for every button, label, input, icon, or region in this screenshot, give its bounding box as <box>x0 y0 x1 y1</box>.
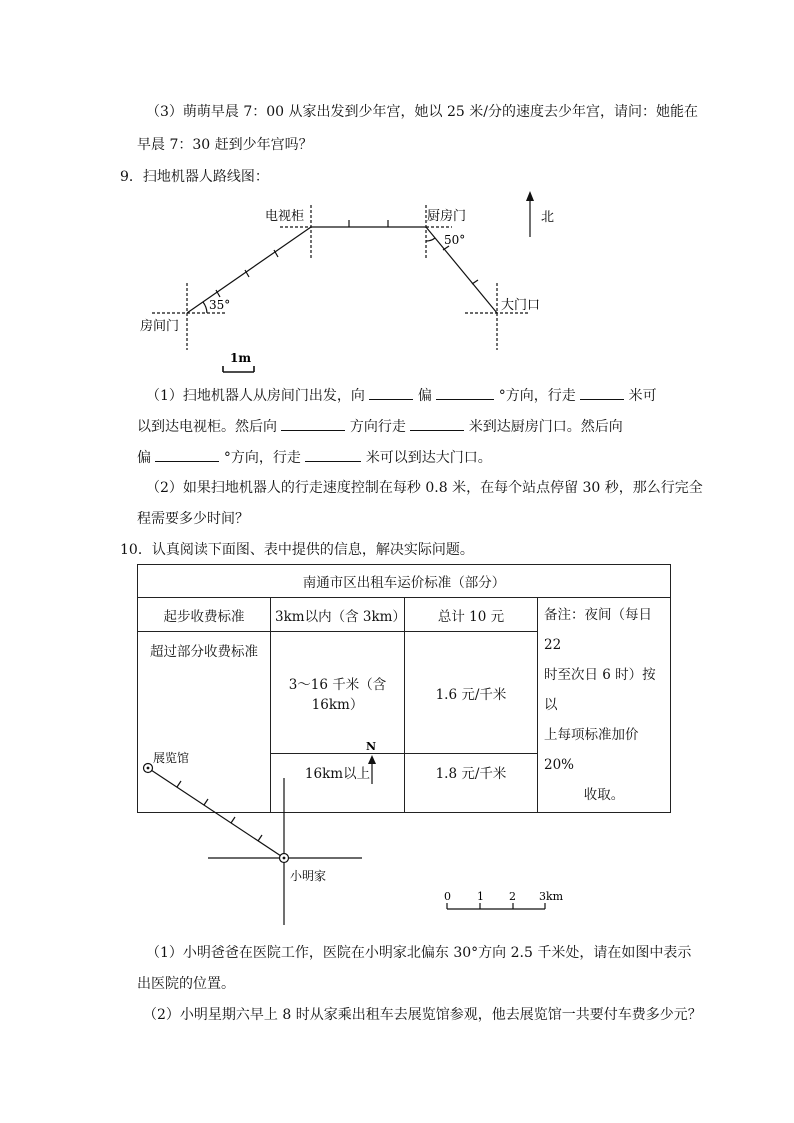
row3-price: 1.8 元/千米 <box>405 754 538 813</box>
row2-label: 超过部分收费标准 <box>138 632 271 813</box>
q10-1-line2: 出医院的位置。 <box>137 976 235 992</box>
q9-1-text-j: 米可以到达大门口。 <box>365 450 492 466</box>
q9-1-text-f: 方向行走 <box>349 419 406 435</box>
label-room-door: 房间门 <box>140 319 180 334</box>
answer-blank-7[interactable] <box>305 447 361 462</box>
scale-tick-0: 0 <box>444 890 451 903</box>
q9-2-line1: （2）如果扫地机器人的行走速度控制在每秒 0.8 米，在每个站点停留 30 秒，那么行完全 <box>146 480 703 496</box>
answer-blank-4[interactable] <box>281 416 345 431</box>
row1-price: 总计 10 元 <box>405 598 538 632</box>
q9-1-line2 <box>137 416 623 437</box>
note-line-2: 时至次日 6 时）按以 <box>544 667 656 713</box>
q9-1-text-c: °方向，行走 <box>498 388 576 404</box>
answer-blank-3[interactable] <box>580 385 624 400</box>
q9-title: 9．扫地机器人路线图： <box>120 169 269 185</box>
table-caption: 南通市区出租车运价标准（部分） <box>138 565 671 598</box>
scale-tick-2: 2 <box>509 890 516 903</box>
map-north-label: N <box>366 740 377 753</box>
label-main-door: 大门口 <box>501 298 541 313</box>
scale-tick-3: 3km <box>539 890 564 903</box>
q8-3-line1: （3）萌萌早晨 7：00 从家出发到少年宫，她以 25 米/分的速度去少年宫，请问：她能在 <box>146 104 698 120</box>
answer-blank-1[interactable] <box>369 385 413 400</box>
q9-1-line1 <box>146 385 657 406</box>
q9-2-line2: 程需要多少时间？ <box>137 511 249 527</box>
answer-blank-5[interactable] <box>410 416 464 431</box>
note-line-4: 收取。 <box>583 787 625 803</box>
row1-label: 起步收费标准 <box>138 598 271 632</box>
q10-title: 10．认真阅读下面图、表中提供的信息，解决实际问题。 <box>120 542 474 558</box>
scale-tick-1: 1 <box>477 890 484 903</box>
location-map <box>0 735 794 935</box>
q9-1-line3 <box>137 447 492 468</box>
scale-label: 1m <box>230 351 252 365</box>
angle-35-label: 35° <box>209 298 231 312</box>
q9-1-text-d: 米可 <box>628 388 657 404</box>
answer-blank-6[interactable] <box>155 447 219 462</box>
angle-50-label: 50° <box>444 233 466 247</box>
label-tv-cabinet: 电视柜 <box>265 209 305 224</box>
row3-range: 16km以上 <box>271 754 405 813</box>
row1-range: 3km以内（含 3km） <box>271 598 405 632</box>
q9-1-text-a: （1）扫地机器人从房间门出发，向 <box>146 388 365 404</box>
row2-range: 3～16 千米（含 16km） <box>271 632 405 754</box>
robot-route-diagram <box>0 190 794 570</box>
q9-1-text-i: °方向，行走 <box>223 450 301 466</box>
q8-3-line2: 早晨 7：30 赶到少年宫吗？ <box>137 137 313 153</box>
row2-price: 1.6 元/千米 <box>405 632 538 754</box>
label-exhibition-hall: 展览馆 <box>153 751 190 765</box>
q9-1-text-g: 米到达厨房门口。然后向 <box>468 419 623 435</box>
north-label: 北 <box>541 210 555 225</box>
answer-blank-2[interactable] <box>436 385 494 400</box>
q10-1-line1: （1）小明爸爸在医院工作，医院在小明家北偏东 30°方向 2.5 千米处，请在如图中表示 <box>146 945 692 961</box>
q9-1-text-e: 以到达电视柜。然后向 <box>137 419 277 435</box>
q10-2: （2）小明星期六早上 8 时从家乘出租车去展览馆参观，他去展览馆一共要付车费多少元？ <box>143 1007 702 1023</box>
label-xiaoming-home: 小明家 <box>290 869 327 883</box>
q9-1-text-h: 偏 <box>137 450 151 466</box>
q9-1-text-b: 偏 <box>417 388 432 404</box>
note-line-3: 上每项标准加价 20% <box>544 727 639 773</box>
note-line-1: 备注：夜间（每日 22 <box>544 607 652 653</box>
label-kitchen-door: 厨房门 <box>427 209 467 224</box>
